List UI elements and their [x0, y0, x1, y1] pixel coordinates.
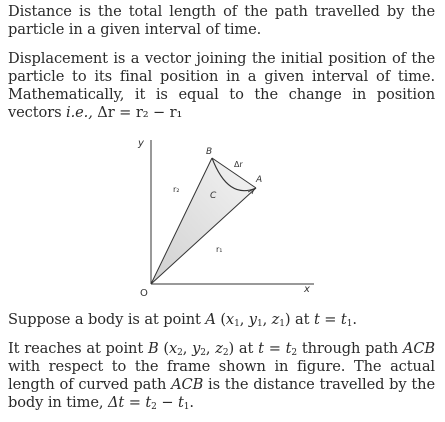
period: . — [189, 394, 194, 411]
point-a-name: A — [205, 311, 216, 328]
at-text: at — [234, 340, 259, 357]
displacement-text: Displacement is a vector joining the initial position of the particle to its final position in a given interval of time. Mathematically, it is equal to the change in position vectors — [8, 50, 435, 121]
time-t2: t — [285, 340, 292, 357]
displacement-figure — [136, 134, 316, 304]
delta-r-label: Δr — [234, 160, 243, 169]
time-t2-sub: 2 — [291, 348, 298, 358]
ie-abbrev: i.e., — [66, 104, 93, 121]
paren-close: ) — [284, 311, 291, 328]
coord-z: z — [215, 340, 223, 357]
coord-y-sub: 1 — [256, 319, 263, 329]
sentence-text: Suppose a body is at point — [8, 311, 206, 328]
time-var: t — [258, 340, 264, 357]
at-text: at — [290, 311, 314, 328]
distance-definition: Distance is the total length of the path travelled by the particle in a given interval of time. — [8, 3, 435, 38]
point-b-name: B — [147, 340, 159, 357]
middle-text: with respect to the frame shown in figure. The actual length of curved path — [8, 358, 435, 393]
r2-label: r₂ — [173, 185, 180, 194]
paren-close: ) — [228, 340, 235, 357]
origin-label: O — [140, 288, 148, 299]
displacement-formula: Δr = r₂ − r₁ — [97, 104, 183, 121]
coord-z-sub: 2 — [222, 348, 229, 358]
period: . — [352, 311, 357, 328]
coord-z: z — [271, 311, 280, 328]
through-text: through path — [297, 340, 403, 357]
point-b-label: B — [206, 147, 213, 157]
equals: = — [263, 340, 286, 357]
end-text: is the distance travelled by the body in time, — [8, 376, 435, 411]
point-c-label: C — [210, 191, 217, 201]
delta-t: Δt — [107, 394, 125, 411]
time-tb-sub: 1 — [183, 402, 190, 412]
r1-label: r₁ — [216, 245, 223, 254]
coord-x: x — [225, 311, 235, 328]
equals: = — [319, 311, 341, 328]
point-a-sentence: Suppose a body is at point A ($x_1$, $y_1$, $z_1$) at $t = t_1$. — [8, 311, 357, 329]
minus: − — [156, 394, 179, 411]
time-t1: t — [340, 311, 347, 328]
paren-open: ( — [158, 340, 169, 357]
coord-x-sub: 2 — [177, 348, 183, 358]
time-t1-sub: 1 — [346, 319, 353, 329]
time-var: t — [313, 311, 320, 328]
coord-x-sub: 1 — [234, 319, 240, 329]
equals-2: = — [124, 394, 146, 411]
sentence-text: It reaches at point — [8, 340, 148, 357]
point-a-label: A — [256, 175, 263, 185]
paren-open: ( — [220, 311, 226, 328]
y-axis-label: y — [138, 138, 144, 149]
coord-y: y — [248, 311, 257, 328]
coord-y: y — [192, 340, 201, 357]
time-ta: t — [145, 394, 152, 411]
path-acb-2: ACB — [171, 376, 204, 393]
coord-x: x — [168, 340, 178, 357]
coord-y-sub: 2 — [200, 348, 206, 358]
time-tb: t — [178, 394, 184, 411]
coord-z-sub: 1 — [279, 319, 285, 329]
point-b-paragraph: It reaches at point B ($x_2$, $y_2$, $z_2$) at $t = t_2$ through path ACB with respect to the frame shown in figure. The actual length of curved path ACB is the distance travelled by the body in time, $\Delta t = t_2 - t_1$. — [8, 340, 436, 412]
time-ta-sub: 2 — [151, 402, 157, 412]
displacement-definition — [8, 50, 435, 122]
path-acb: ACB — [402, 340, 436, 357]
x-axis-label: x — [304, 284, 310, 295]
